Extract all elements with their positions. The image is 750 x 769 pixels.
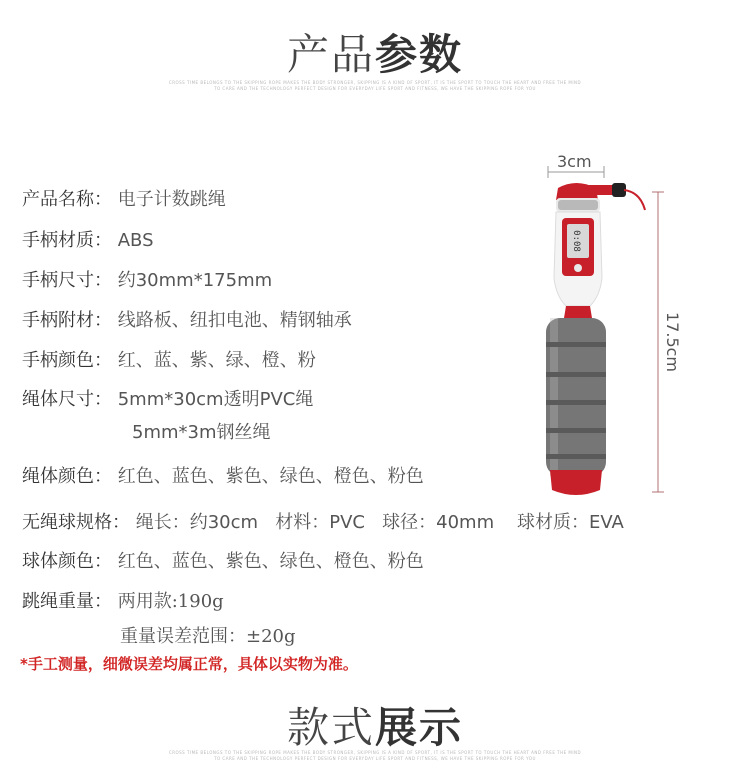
spec-value: 5mm*30cm透明PVC绳 (117, 389, 314, 410)
spec-label: 产品名称： (22, 189, 112, 210)
section-title-light: 款式 (286, 703, 375, 752)
spec-label: 绳体颜色： (22, 466, 112, 487)
title-tagline-2: TO CARE AND THE TECHNOLOGY PERFECT DESIGN FOR EVERYDAY LIFE SPORT AND FITNESS, WE HAVE THE SKIPPING ROPE FOR YOU (214, 86, 536, 91)
title-bold: 参数 (375, 30, 464, 79)
section-title-bold: 展示 (375, 703, 464, 752)
section-title (0, 695, 750, 755)
spec-value: 电子计数跳绳 (117, 189, 226, 210)
section-tagline-1: CROSS TIME BELONGS TO THE SKIPPING ROPE MAKES THE BODY STRONGER, SKIPPING IS A KIND OF SPORT, IT IS THE SPORT TO TOUCH THE HEART AND FREE THE MIND (168, 750, 582, 755)
spec-label: 球体颜色： (22, 551, 112, 572)
spec-value: ABS (117, 230, 154, 251)
spec-label: 绳体尺寸： (22, 389, 112, 410)
jump-rope-handle (546, 183, 645, 495)
spec-value: 约30mm*175mm (117, 270, 273, 291)
spec-label: 无绳球规格： (22, 512, 130, 533)
title-tagline-1: CROSS TIME BELONGS TO THE SKIPPING ROPE MAKES THE BODY STRONGER, SKIPPING IS A KIND OF SPORT, IT IS THE SPORT TO TOUCH THE HEART AND FREE THE MIND (168, 80, 582, 85)
measurement-note: *手工测量，细微误差均属正常，具体以实物为准。 (20, 655, 358, 673)
rope-line (624, 190, 645, 210)
bottom-cap (550, 470, 602, 495)
spec-label: 手柄附材： (22, 310, 112, 331)
spec-value: 重量误差范围：±20g (120, 626, 296, 647)
height-label: 17.5cm (663, 312, 682, 373)
spec-value: 线路板、纽扣电池、精钢轴承 (117, 310, 352, 331)
rope-cap (612, 183, 626, 197)
spec-value: 绳长：约30cm 材料：PVC 球径：40mm 球材质：EVA (135, 512, 624, 533)
spec-label: 手柄尺寸： (22, 270, 112, 291)
spec-value: 红色、蓝色、紫色、绿色、橙色、粉色 (117, 551, 424, 572)
spec-value: 5mm*3m钢丝绳 (132, 422, 271, 443)
lcd-text: 0:08 (571, 230, 581, 252)
section-tagline-2: TO CARE AND THE TECHNOLOGY PERFECT DESIGN FOR EVERYDAY LIFE SPORT AND FITNESS, WE HAVE THE SKIPPING ROPE FOR YOU (214, 756, 536, 761)
spec-value: 红色、蓝色、紫色、绿色、橙色、粉色 (117, 466, 424, 487)
spec-value: 两用款:190g (117, 591, 224, 612)
spec-label: 手柄颜色： (22, 350, 112, 371)
width-label: 3cm (557, 152, 592, 171)
spec-label: 手柄材质： (22, 230, 112, 251)
title-light: 产品 (286, 30, 375, 79)
reset-button (574, 264, 582, 272)
spec-value: 红、蓝、紫、绿、橙、粉 (117, 350, 316, 371)
spec-label: 跳绳重量： (22, 591, 112, 612)
